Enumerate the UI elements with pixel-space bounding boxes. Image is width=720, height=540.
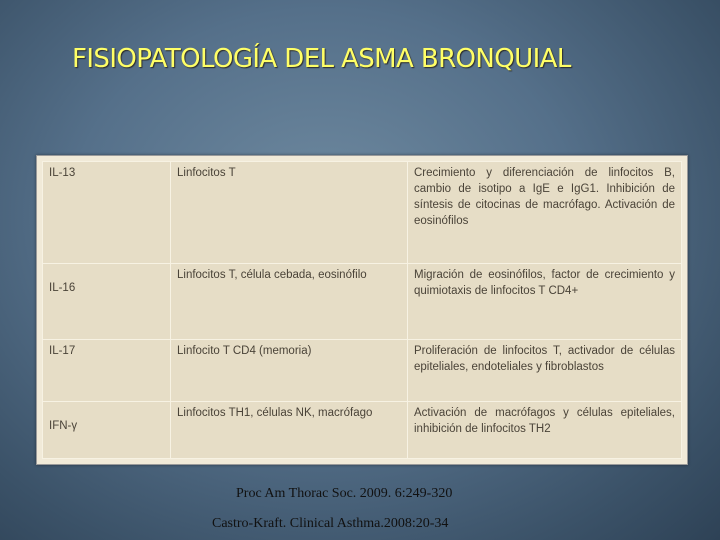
reference-1: Proc Am Thorac Soc. 2009. 6:249-320 [236, 486, 453, 501]
source-cell: Linfocitos T [171, 162, 408, 264]
source-cell: Linfocitos T, célula cebada, eosinófilo [171, 264, 408, 340]
function-cell: Proliferación de linfocitos T, activador de células epiteliales, endoteliales y fibroblastos [408, 340, 682, 401]
source-cell: Linfocitos TH1, células NK, macrófago [171, 401, 408, 458]
table-row [43, 340, 682, 401]
function-cell: Migración de eosinófilos, factor de crecimiento y quimiotaxis de linfocitos T CD4+ [408, 264, 682, 340]
cytokine-cell: IL-16 [43, 264, 171, 340]
table-row [43, 401, 682, 458]
function-cell: Crecimiento y diferenciación de linfocitos B, cambio de isotipo a IgE e IgG1. Inhibición de síntesis de citocinas de macrófago. Activación de eosinófilos [408, 162, 682, 264]
reference-2: Castro-Kraft. Clinical Asthma.2008:20-34 [212, 516, 449, 531]
source-cell: Linfocito T CD4 (memoria) [171, 340, 408, 401]
cytokine-cell: IL-13 [43, 162, 171, 264]
table-row [43, 264, 682, 340]
table-row [43, 162, 682, 264]
cytokine-cell: IL-17 [43, 340, 171, 401]
cytokine-table-image [36, 155, 688, 465]
cytokine-table [42, 161, 682, 459]
cytokine-cell: IFN-γ [43, 401, 171, 458]
slide-title: FISIOPATOLOGÍA DEL ASMA BRONQUIAL [72, 44, 571, 74]
function-cell: Activación de macrófagos y células epiteliales, inhibición de linfocitos TH2 [408, 401, 682, 458]
